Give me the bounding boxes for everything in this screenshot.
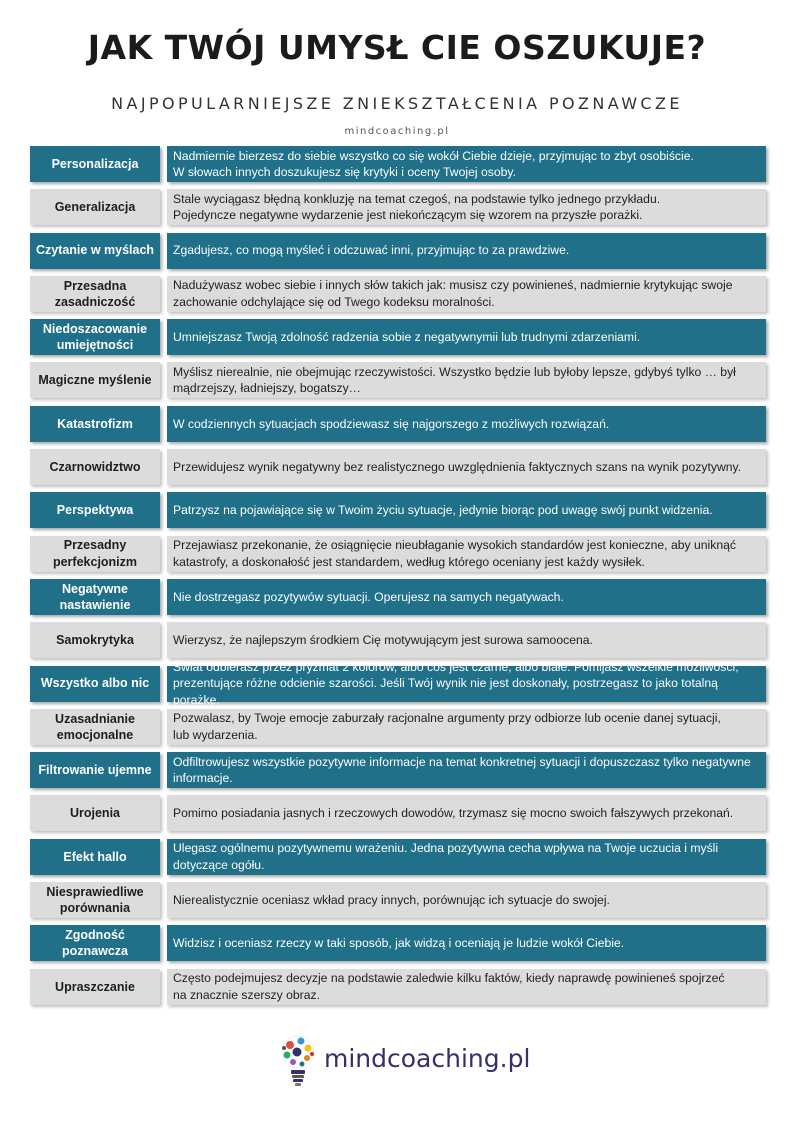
distortion-label <box>30 362 160 398</box>
distortion-label-text: Magiczne myślenie <box>38 373 152 388</box>
distortion-description <box>167 969 766 1005</box>
distortion-description-text: Nierealistycznie oceniasz wkład pracy innych, porównując ich sytuacje do swojej. <box>173 892 610 907</box>
distortion-label <box>30 319 160 355</box>
distortion-description <box>167 233 766 269</box>
distortion-label <box>30 666 160 702</box>
distortion-label <box>30 969 160 1005</box>
distortion-description <box>167 709 766 745</box>
distortion-description-text: Pomimo posiadania jasnych i rzeczowych dowodów, trzymasz się mocno swoich fałszywych przekonań. <box>173 806 734 821</box>
distortion-row <box>30 579 766 615</box>
distortion-label-text: Negatywne nastawienie <box>59 581 131 612</box>
distortion-row <box>30 362 766 398</box>
distortion-description <box>167 319 766 355</box>
distortion-description-text: Nadmiernie bierzesz do siebie wszystko co się wokół Ciebie dzieje, przyjmując to zbyt osobiście. W słowach innych doszukujesz się krytyki i oceny Twojej osoby. <box>173 148 694 179</box>
distortion-row <box>30 839 766 875</box>
distortion-description <box>167 925 766 961</box>
distortion-label <box>30 839 160 875</box>
footer-logo <box>276 1030 531 1090</box>
distortion-description <box>167 449 766 485</box>
distortion-label <box>30 189 160 225</box>
distortion-row <box>30 146 766 182</box>
distortion-label <box>30 536 160 572</box>
distortion-label-text: Upraszczanie <box>55 979 135 994</box>
distortion-description-text: Myślisz nierealnie, nie obejmując rzeczywistości. Wszystko będzie lub byłoby lepsze, gdybyś tylko … był mądrzejszy, ładniejszy, bogatszy… <box>173 365 736 396</box>
distortion-description <box>167 839 766 875</box>
distortion-label <box>30 406 160 442</box>
distortion-row <box>30 536 766 572</box>
distortion-description <box>167 752 766 788</box>
distortion-row <box>30 622 766 658</box>
distortion-label-text: Personalizacja <box>51 156 139 171</box>
distortion-label-text: Przesadna zasadniczość <box>54 278 136 309</box>
distortion-description <box>167 622 766 658</box>
distortion-description <box>167 189 766 225</box>
distortion-label-text: Czarnowidztwo <box>49 459 141 474</box>
distortion-label-text: Efekt hallo <box>63 849 127 864</box>
distortion-description-text: Widzisz i oceniasz rzeczy w taki sposób, jak widzą i oceniają je ludzie wokół Ciebie. <box>173 936 625 951</box>
distortion-description <box>167 406 766 442</box>
distortion-description-text: Zgadujesz, co mogą myśleć i odczuwać inni, przyjmując to za prawdziwe. <box>173 243 570 258</box>
distortion-label-text: Katastrofizm <box>57 416 133 431</box>
distortion-label-text: Wszystko albo nic <box>40 676 150 691</box>
distortion-description <box>167 536 766 572</box>
distortion-label-text: Perspektywa <box>56 503 134 518</box>
distortion-description <box>167 492 766 528</box>
distortion-row <box>30 659 766 707</box>
distortion-description <box>167 362 766 398</box>
distortion-description-text: Pozwalasz, by Twoje emocje zaburzały racjonalne argumenty przy odbiorze lub ocenie danej sytuacji, lub wydarzenia. <box>173 711 721 742</box>
distortion-label-text: Uzasadnianie emocjonalne <box>55 711 135 742</box>
distortion-label <box>30 795 160 831</box>
distortion-description-text: Odfiltrowujesz wszystkie pozytywne informacje na temat konkretnej sytuacji i dopuszczasz tylko negatywne informacje. <box>173 754 751 786</box>
distortion-row <box>30 795 766 831</box>
distortion-label <box>30 276 160 312</box>
distortion-row <box>30 189 766 225</box>
distortion-label-text: Przesadny perfekcjonizm <box>52 538 138 569</box>
distortion-description-text: Przewidujesz wynik negatywny bez realistycznego uwzględnienia faktycznych szans na wynik pozytywny. <box>173 459 742 474</box>
distortion-description <box>167 659 766 707</box>
distortion-label <box>30 146 160 182</box>
distortion-row <box>30 969 766 1005</box>
distortion-label <box>30 233 160 269</box>
distortion-row <box>30 406 766 442</box>
distortion-label-text: Urojenia <box>69 806 120 821</box>
page-title: JAK TWÓJ UMYSŁ CIE OSZUKUJE? <box>87 28 707 67</box>
distortion-description-text: Wierzysz, że najlepszym środkiem Cię motywującym jest surowa samoocena. <box>173 633 593 648</box>
distortion-description-text: Ulegasz ogólnemu pozytywnemu wrażeniu. Jedna pozytywna cecha wpływa na Twoje uczucia i myśli dotyczące ogółu. <box>173 841 719 872</box>
distortion-row <box>30 709 766 745</box>
distortion-label-text: Samokrytyka <box>56 633 134 648</box>
distortion-label-text: Zgodność poznawcza <box>62 928 128 959</box>
distortion-label <box>30 492 160 528</box>
distortion-description-text: Przejawiasz przekonanie, że osiągnięcie nieubłaganie wysokich standardów jest konieczne, aby uniknąć katastrofy, a doskonałość jest standardem, według którego oceniany jest każdy wysiłek. <box>173 538 736 569</box>
distortion-row <box>30 449 766 485</box>
distortion-label <box>30 449 160 485</box>
distortion-row <box>30 276 766 312</box>
distortion-description <box>167 276 766 312</box>
distortion-row <box>30 925 766 961</box>
distortion-row <box>30 882 766 918</box>
page-subtitle: NAJPOPULARNIEJSZE ZNIEKSZTAŁCENIA POZNAWCZE <box>111 94 683 113</box>
distortion-description-text: Nadużywasz wobec siebie i innych słów takich jak: musisz czy powinieneś, nadmiernie krytykując swoje zachowanie odchylające się od Twego kodeksu moralności. <box>173 278 733 309</box>
distortion-description <box>167 146 766 182</box>
distortion-label-text: Niesprawiedliwe porównania <box>46 884 144 916</box>
distortion-label <box>30 622 160 658</box>
distortion-description-text: Nie dostrzegasz pozytywów sytuacji. Operujesz na samych negatywach. <box>173 589 564 604</box>
distortion-label-text: Niedoszacowanie umiejętności <box>42 321 148 353</box>
logo-text: mindcoaching.pl <box>324 1044 531 1073</box>
distortion-row <box>30 752 766 788</box>
distortion-description-text: Świat odbierasz przez pryzmat 2 kolorów, albo coś jest czarne, albo białe. Pomijasz wszelkie możliwości, prezentujące różne odcienie szarości. Jeśli Twój wynik nie jest doskonały, postrzegasz to jako totalną porażkę. <box>173 659 739 707</box>
distortion-description <box>167 795 766 831</box>
distortion-label <box>30 882 160 918</box>
distortion-label <box>30 925 160 961</box>
distortion-row <box>30 233 766 269</box>
distortion-description-text: W codziennych sytuacjach spodziewasz się najgorszego z możliwych rozwiązań. <box>173 416 610 431</box>
distortion-label <box>30 709 160 745</box>
distortions-list <box>30 146 766 1012</box>
distortion-description <box>167 579 766 615</box>
distortion-row <box>30 319 766 355</box>
distortion-label <box>30 752 160 788</box>
site-url: mindcoaching.pl <box>344 126 450 137</box>
distortion-description-text: Stale wyciągasz błędną konkluzję na temat czegoś, na podstawie tylko jednego przykładu. Pojedyncze negatywne wydarzenie jest niekończącym się wzorem na przyszłe porażki. <box>173 191 661 223</box>
distortion-description-text: Patrzysz na pojawiające się w Twoim życiu sytuacje, jedynie biorąc pod uwagę swój punkt widzenia. <box>173 503 713 518</box>
distortion-label-text: Generalizacja <box>54 200 136 215</box>
lightbulb-collage-icon <box>276 1032 320 1088</box>
distortion-label <box>30 579 160 615</box>
distortion-description-text: Często podejmujesz decyzje na podstawie zaledwie kilku faktów, kiedy naprawdę powinieneś spojrzeć na znacznie szerszy obraz. <box>173 971 725 1002</box>
distortion-label-text: Filtrowanie ujemne <box>38 763 152 778</box>
distortion-row <box>30 492 766 528</box>
distortion-description <box>167 882 766 918</box>
distortion-label-text: Czytanie w myślach <box>35 243 155 258</box>
distortion-description-text: Umniejszasz Twoją zdolność radzenia sobie z negatywnymii lub trudnymi zdarzeniami. <box>173 329 641 344</box>
